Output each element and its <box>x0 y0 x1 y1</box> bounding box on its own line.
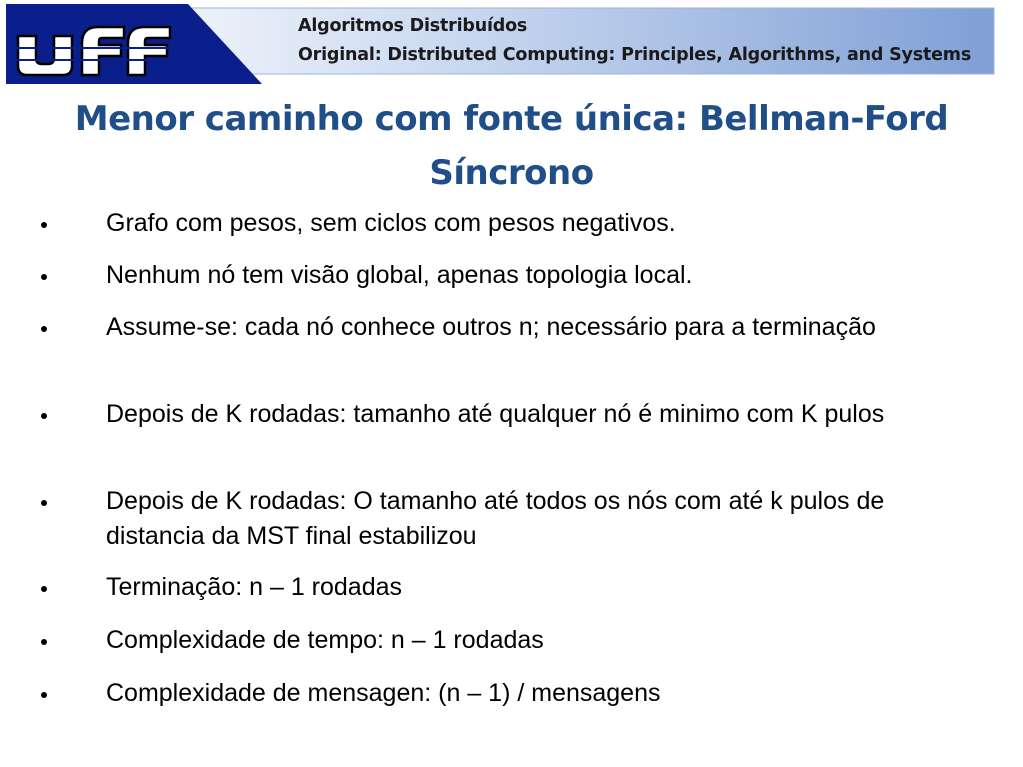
bullet-dot-icon <box>41 639 47 645</box>
header-course-title: Algoritmos Distribuídos <box>298 16 528 36</box>
bullet-dot-icon <box>41 413 47 419</box>
bullet-text: Assume-se: cada nó conhece outros n; necessário para a terminação <box>106 313 876 341</box>
bullet-text: Depois de K rodadas: tamanho até qualquer nó é minimo com K pulos <box>106 400 885 428</box>
bullet-dot-icon <box>41 274 47 280</box>
bullet-text: Terminação: n – 1 rodadas <box>106 573 403 601</box>
bullet-dot-icon <box>41 692 47 698</box>
bullet-dot-icon <box>41 222 47 228</box>
slide-title-line1: Menor caminho com fonte única: Bellman-Ford <box>74 99 949 139</box>
bullet-dot-icon <box>41 326 47 332</box>
bullet-text: Depois de K rodadas: O tamanho até todos os nós com até k pulos de distancia da MST final estabilizou <box>106 487 885 550</box>
bullet-text: Complexidade de mensagen: (n – 1) / mensagens <box>106 679 661 707</box>
bullet-text: Complexidade de tempo: n – 1 rodadas <box>106 626 544 654</box>
bullet-text: Grafo com pesos, sem ciclos com pesos negativos. <box>106 209 676 237</box>
header-source-title: Original: Distributed Computing: Principles, Algorithms, and Systems <box>298 45 972 65</box>
bullet-dot-icon <box>41 586 47 592</box>
bullet-dot-icon <box>41 500 47 506</box>
bullet-text: Nenhum nó tem visão global, apenas topologia local. <box>106 261 693 289</box>
slide-title-line2: Síncrono <box>429 153 594 193</box>
